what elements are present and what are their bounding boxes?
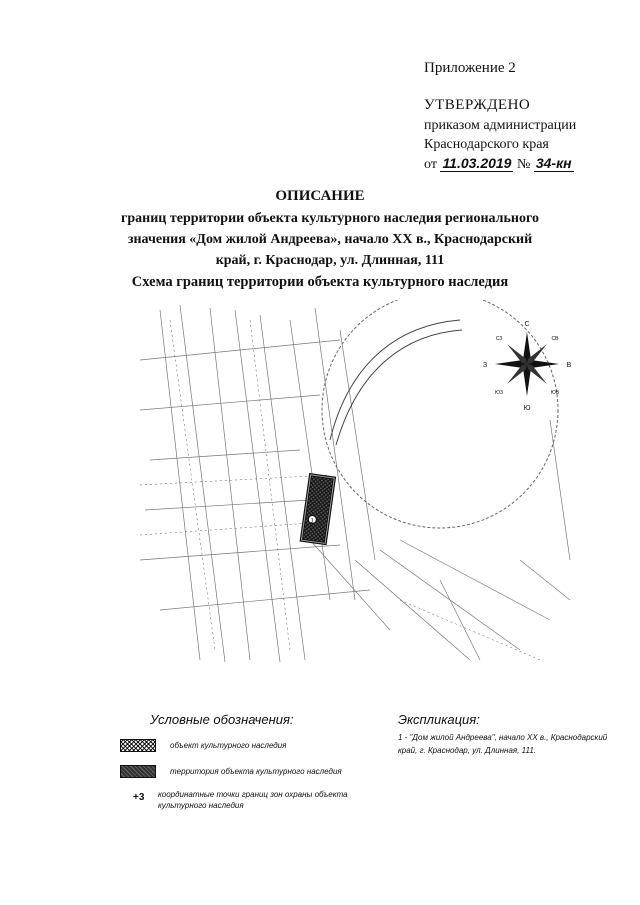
legend-swatch-object [120, 739, 156, 752]
compass-ne: СВ [551, 336, 559, 342]
number-value: 34-кн [535, 155, 572, 171]
compass-rose [483, 321, 572, 412]
legend-swatch-territory [120, 765, 156, 778]
cadastral-lines [140, 305, 570, 662]
approved-label: УТВЕРЖДЕНО [424, 97, 531, 113]
object-territory [300, 474, 335, 545]
compass-south: Ю [523, 405, 531, 412]
legend-item-points: координатные точки границ зон охраны объекта культурного наследия [158, 790, 348, 810]
by-order-label: приказом администрации [424, 118, 577, 133]
document-title: ОПИСАНИЕ [275, 188, 365, 204]
compass-sw: ЮЗ [494, 390, 504, 396]
explication-title: Экспликация: [398, 712, 480, 727]
legend-point-symbol: +3 [133, 792, 145, 803]
compass-east: В [566, 362, 572, 369]
region-label: Краснодарского края [424, 137, 549, 152]
legend-item-object: объект культурного наследия [170, 741, 287, 750]
cultural-heritage-object [303, 476, 334, 542]
scheme-title: Схема границ территории объекта культурного наследия [131, 274, 509, 290]
document-subtitle: границ территории объекта культурного наследия регионального значения «Дом жилой Андреева», начало XX в., Краснодарский край, г. Краснодар, ул. Длинная, 111 [121, 211, 539, 268]
legend-title: Условные обозначения: [150, 712, 294, 727]
date-prefix: от [424, 157, 437, 172]
date-line [424, 155, 574, 173]
site-plan-map [140, 300, 580, 665]
appendix-label: Приложение 2 [424, 60, 516, 76]
compass-nw: СЗ [495, 336, 503, 342]
date-value: 11.03.2019 [442, 155, 512, 171]
ring-road [322, 300, 558, 528]
number-prefix: № [516, 157, 531, 172]
object-marker-label: 1 [310, 518, 315, 525]
explication-text: 1 - "Дом жилой Андреева", начало XX в., Краснодарский край, г. Краснодар, ул. Длинная, 111. [398, 733, 608, 755]
compass-north: С [524, 321, 530, 328]
compass-se: ЮВ [550, 390, 560, 396]
compass-west: З [482, 362, 488, 369]
road-curve [330, 320, 460, 440]
legend-item-territory: территория объекта культурного наследия [170, 767, 342, 776]
